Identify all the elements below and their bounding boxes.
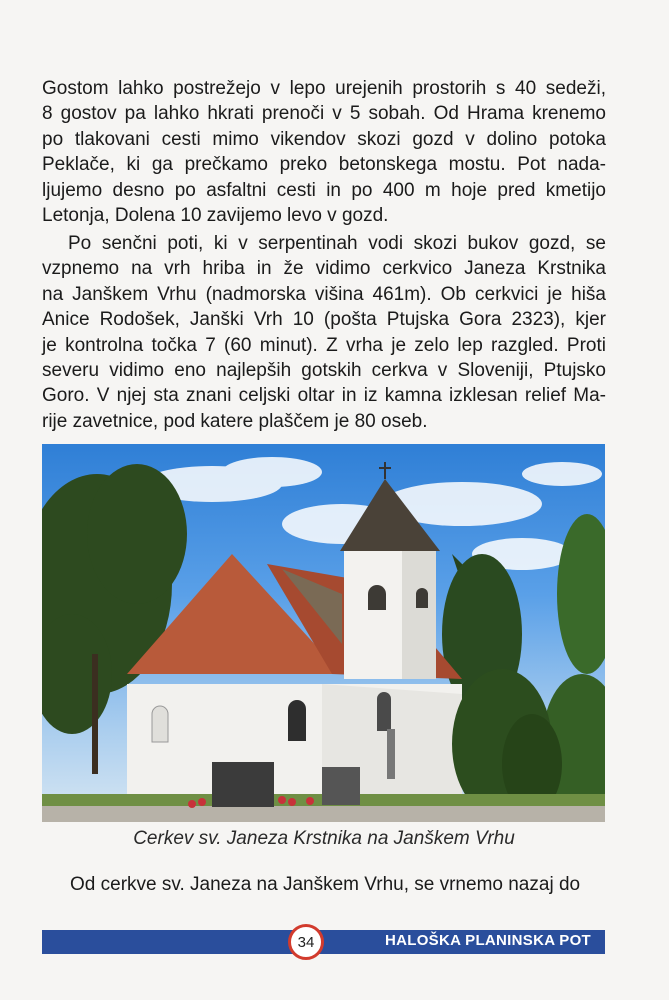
text-line: vzpnemo na vrh hriba in že vidimo cerkvico Janeza Krstnika <box>42 258 606 280</box>
photo-caption: Cerkev sv. Janeza Krstnika na Janškem Vrhu <box>133 828 515 849</box>
text-line: Od cerkve sv. Janeza na Janškem Vrhu, se vrnemo nazaj do <box>70 874 581 895</box>
text-line: ljujemo desno po asfaltni cesti in po 400 m hoje pred kmetijo <box>42 179 606 201</box>
text-line: na Janškem Vrhu (nadmorska višina 461m). Ob cerkvici je hiša <box>42 283 606 305</box>
text-line: Peklače, ki ga prečkamo preko betonskega mostu. Pot nada- <box>42 154 606 176</box>
text-line: 8 gostov pa lahko hkrati prenoči v 5 sobah. Od Hrama krenemo <box>42 103 606 125</box>
paragraph-1 <box>42 76 606 228</box>
church-photo <box>42 444 605 822</box>
text-line: je kontrolna točka 7 (60 minut). Z vrha je zelo lep razgled. Proti <box>42 334 606 356</box>
text-line: Anice Rodošek, Janški Vrh 10 (pošta Ptujska Gora 2323), kjer <box>42 309 606 331</box>
text-line: Gostom lahko postrežejo v lepo urejenih prostorih s 40 sedeži, <box>42 78 606 99</box>
paragraph-2 <box>42 231 606 434</box>
paragraph-3 <box>70 872 610 897</box>
text-line: Goro. V njej sta znani celjski oltar in iz kamna izklesan relief Ma- <box>42 385 606 407</box>
text-line: po tlakovani cesti mimo vikendov skozi gozd v dolino potoka <box>42 128 606 150</box>
text-line: Letonja, Dolena 10 zavijemo levo v gozd. <box>42 205 389 227</box>
footer-title: HALOŠKA PLANINSKA POT <box>384 932 591 949</box>
text-line: Po senčni poti, ki v serpentinah vodi skozi bukov gozd, se <box>68 233 606 254</box>
text-line: severu vidimo eno najlepših gotskih cerkva v Sloveniji, Ptujsko <box>42 360 606 382</box>
text-line: rije zavetnice, pod katere plaščem je 80 oseb. <box>42 410 428 432</box>
page-number-badge: 34 <box>288 924 324 960</box>
